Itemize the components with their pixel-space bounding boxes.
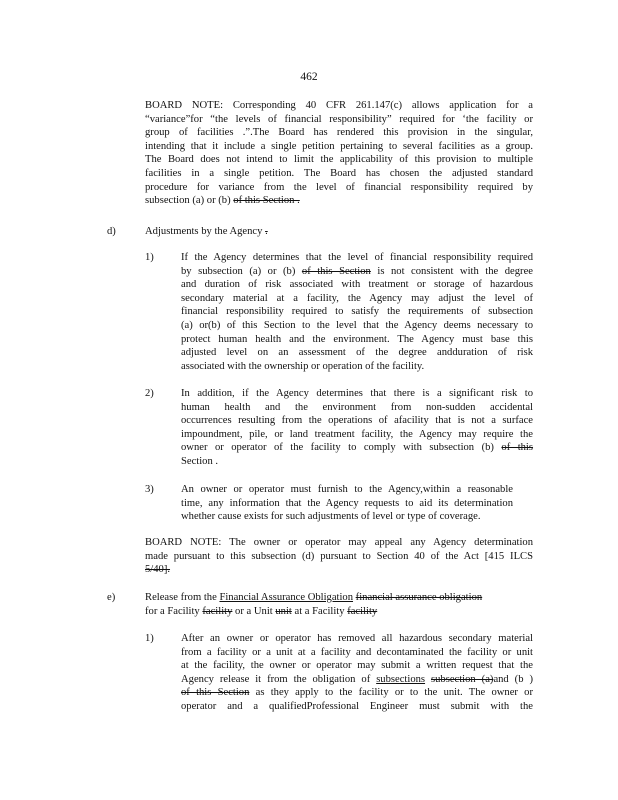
board-note-1-line: The Board does not intend to limit the applicability of this provision to multiple <box>145 154 533 166</box>
d-item-1-text <box>181 251 533 373</box>
text-run: for a Facility <box>145 605 200 617</box>
section-e-heading-line <box>145 605 533 619</box>
paragraph-line: If the Agency determines that the level of financial responsibility required <box>181 252 533 263</box>
paragraph-line: at the facility, the owner or operator may submit a written request that the <box>181 660 533 672</box>
deleted-text: unit <box>275 605 292 617</box>
board-note-1 <box>145 99 533 208</box>
paragraph-line: and duration of risk associated with treatment or storage of hazardous <box>181 279 533 291</box>
paragraph-line <box>181 686 533 700</box>
board-note-1-line: group of facilities .”.The Board has rendered this provision in the singular, <box>145 127 533 139</box>
deleted-text: of this Section . <box>233 195 300 207</box>
inserted-text: subsections <box>376 673 426 685</box>
d-item-3-label: 3) <box>145 484 154 495</box>
deleted-text: financial assurance obligation <box>355 592 483 603</box>
text-run: Agency release it from the obligation of <box>181 673 371 685</box>
board-note-1-line: BOARD NOTE: Corresponding 40 CFR 261.147(c) allows application for a <box>145 100 533 111</box>
paragraph-line: An owner or operator must furnish to the Agency,within a reasonable <box>181 484 513 495</box>
paragraph-line: (a) or(b) of this Section to the level that the Agency deems necessary to <box>181 319 533 331</box>
deleted-text: 5/40]. <box>145 564 171 576</box>
text-run: and (b ) <box>493 673 533 685</box>
section-e-heading <box>145 591 533 618</box>
deleted-text: facility <box>202 605 233 617</box>
deleted-text: of this Section <box>181 687 250 699</box>
paragraph-line: secondary material at a facility, the Agency may adjust the level of <box>181 292 533 304</box>
d-item-2-label: 2) <box>145 388 154 399</box>
deleted-text: of this <box>501 442 534 454</box>
board-note-1-line: intending that it include a single petition pertaining to several facilities as a group. <box>145 140 533 152</box>
board-note-1-line: procedure for variance from the level of financial responsibility required by <box>145 181 533 193</box>
board-note-2-line: BOARD NOTE: The owner or operator may appeal any Agency determination <box>145 537 533 548</box>
paragraph-line <box>181 441 533 455</box>
paragraph-line: protect human health and the environment. The Agency must base this <box>181 333 533 345</box>
section-d-label: d) <box>107 226 116 237</box>
d-item-1-label: 1) <box>145 252 154 263</box>
board-note-2 <box>145 536 533 577</box>
paragraph-line <box>181 673 533 687</box>
section-e-heading-line <box>145 591 533 605</box>
board-note-2-line: made pursuant to this subsection (d) pursuant to Section 40 of the Act [415 ILCS <box>145 550 533 562</box>
e-item-1-label: 1) <box>145 633 154 644</box>
paragraph-line: adjusted level on an assessment of the degree andduration of risk <box>181 347 533 359</box>
e-item-1-text <box>181 632 533 714</box>
paragraph-line: In addition, if the Agency determines that there is a significant risk to <box>181 388 533 399</box>
paragraph-line: occurrences resulting from the operations of afacility that is not a surface <box>181 415 533 427</box>
paragraph-line: whether cause exists for such adjustments of level or type of coverage. <box>181 511 481 523</box>
board-note-1-line: “variance”for “the levels of financial responsibility” required for ‘the facility or <box>145 113 533 125</box>
d-item-3-text <box>181 483 513 524</box>
page-number: 462 <box>300 71 318 83</box>
inserted-text: Financial Assurance Obligation <box>219 592 354 603</box>
paragraph-line: time, any information that the Agency requests to aid its determination <box>181 497 513 509</box>
text-run: at a Facility <box>294 605 345 617</box>
paragraph-line: After an owner or operator has removed all hazardous secondary material <box>181 633 533 644</box>
text-run: Release from the <box>145 592 217 603</box>
board-note-1-line: facilities in a single petition. The Board has chosen the adjusted standard <box>145 167 533 179</box>
section-d-heading <box>145 225 268 239</box>
board-note-1-last-line <box>145 194 533 208</box>
section-d-heading-text: Adjustments by the Agency <box>145 226 263 237</box>
paragraph-line: impoundment, pile, or land treatment facility, the Agency may require the <box>181 428 533 440</box>
paragraph-line: associated with the ownership or operation of the facility. <box>181 360 425 372</box>
text-run: is not consistent with the degree <box>377 265 533 277</box>
deleted-text: subsection (a) <box>431 673 494 685</box>
text-run: owner or operator of the facility to comply with subsection (b) <box>181 442 494 454</box>
deleted-text: of this Section <box>301 265 371 277</box>
paragraph-line: operator and a qualifiedProfessional Engineer must submit with the <box>181 700 533 712</box>
paragraph-line: Section . <box>181 455 219 467</box>
text-run: or a Unit <box>235 605 273 617</box>
deleted-text: facility <box>347 605 378 617</box>
d-item-2-text <box>181 387 533 469</box>
text-run: as they apply to the facility or to the unit. The owner or <box>255 687 533 699</box>
paragraph-line: human health and the environment from non-sudden accidental <box>181 401 533 413</box>
deleted-text: . <box>265 226 268 237</box>
board-note-2-line <box>145 563 533 577</box>
section-e-label: e) <box>107 592 116 603</box>
text-run: by subsection (a) or (b) <box>181 265 296 277</box>
board-note-1-citation: subsection (a) or (b) <box>145 195 231 207</box>
paragraph-line: from a facility or a unit at a facility and decontaminated the facility or unit <box>181 646 533 658</box>
paragraph-line <box>181 265 533 279</box>
paragraph-line: financial responsibility required to satisfy the requirements of subsection <box>181 306 533 318</box>
